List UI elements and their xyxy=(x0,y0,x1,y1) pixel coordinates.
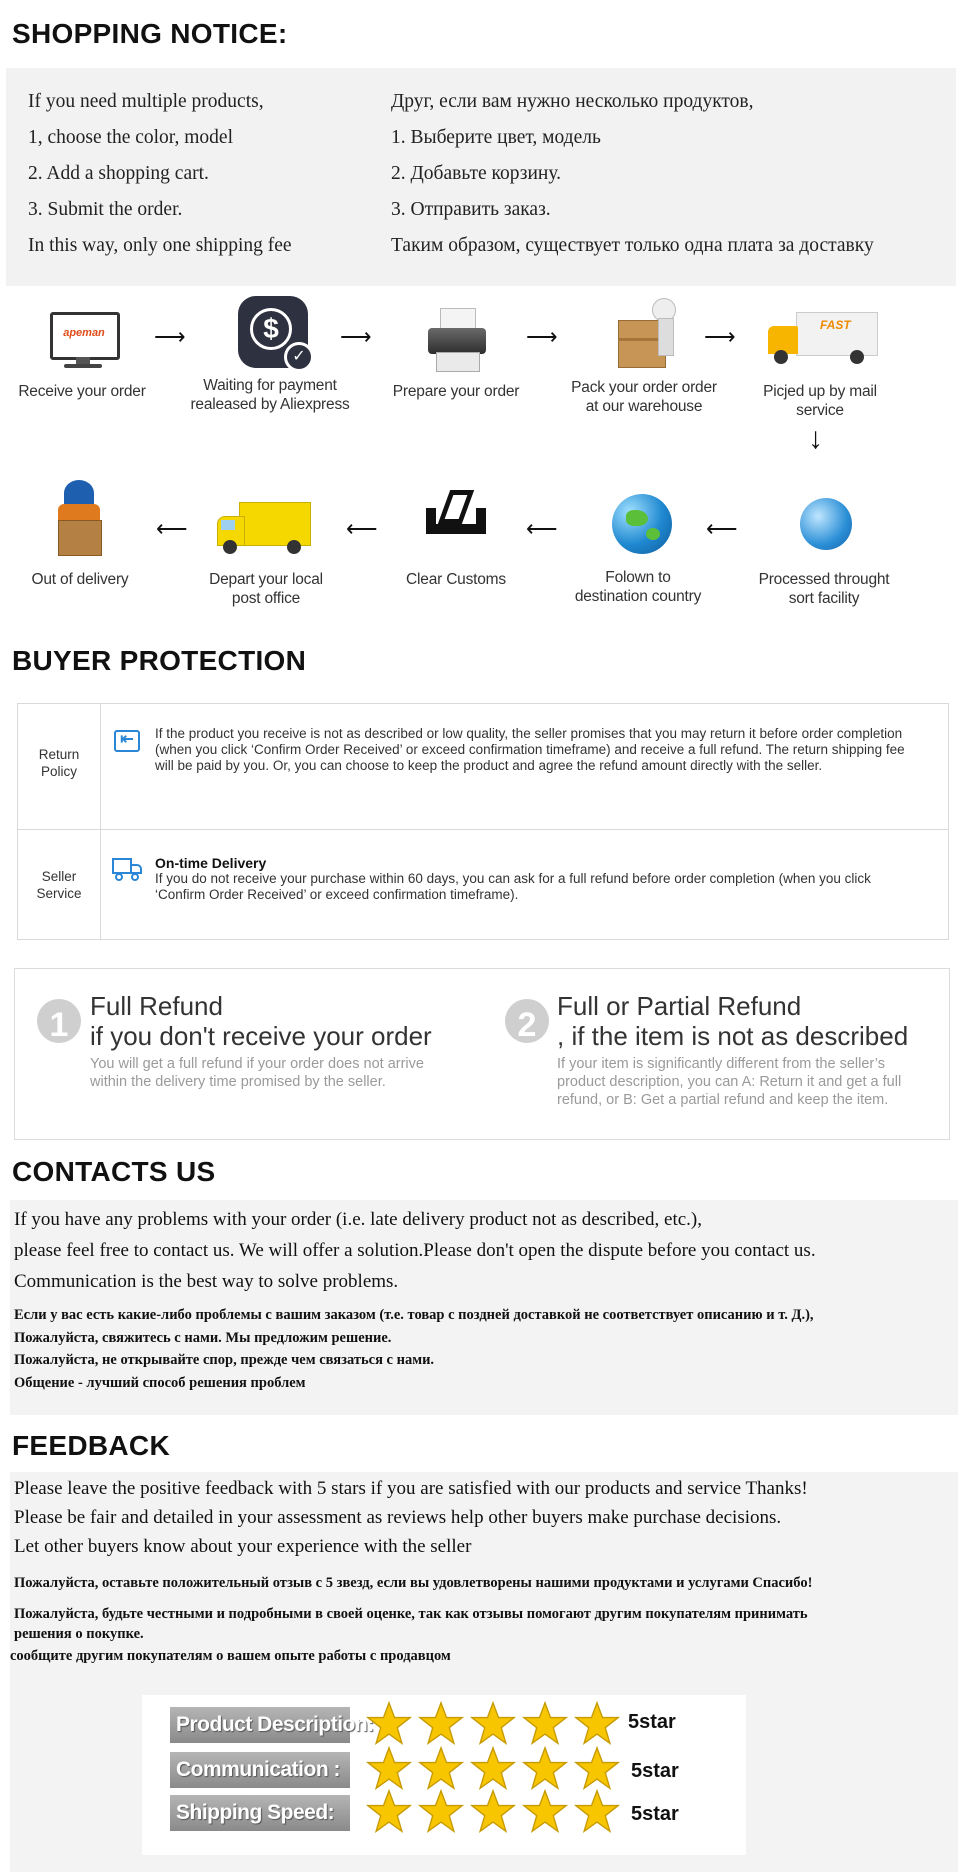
notice-en-line: In this way, only one shipping fee xyxy=(28,235,292,256)
star-icon xyxy=(418,1789,464,1835)
world-globe-icon xyxy=(596,488,680,562)
return-policy-label: Return Policy xyxy=(38,747,80,779)
truck-text: FAST xyxy=(820,318,851,332)
step-depart-post-office xyxy=(186,490,346,608)
yellow-van-icon xyxy=(211,490,321,564)
seller-service-row xyxy=(18,830,948,940)
delivery-truck-icon xyxy=(112,856,144,882)
number-two-icon: 2 xyxy=(505,999,549,1043)
step-label: Processed throught sort facility xyxy=(758,571,890,607)
full-refund-desc: You will get a full refund if your order does not arrive within the delivery time promised by the seller. xyxy=(90,1056,424,1090)
step-out-of-delivery xyxy=(0,480,160,589)
rating-value: 5star xyxy=(628,1711,676,1733)
printer-icon xyxy=(414,302,498,376)
star-icon xyxy=(574,1701,620,1747)
return-policy-text: If the product you receive is not as described or low quality, the seller promises that you may return it before order completion (when you click ‘Confirm Order Received’ or exceed confirmation timeframe) and receive a full refund. The return shipping fee will be paid by you. Or, you can choose to keep the product and agree the refund amount directly with the seller. xyxy=(155,726,905,773)
package-person-icon xyxy=(602,298,686,372)
arrow-right-icon: ⟶ xyxy=(704,324,736,349)
return-arrow-icon: ⇤ xyxy=(114,730,140,752)
step-label: Clear Customs xyxy=(406,571,506,588)
step-label: Pack your order order at our warehouse xyxy=(571,379,717,415)
rating-label: Product Description: xyxy=(170,1707,350,1743)
step-pack-order xyxy=(564,298,724,416)
full-refund-block xyxy=(90,991,432,1091)
seller-service-label: Seller Service xyxy=(36,869,82,901)
full-refund-title: Full Refund xyxy=(90,991,223,1021)
star-icon xyxy=(366,1789,412,1835)
seller-service-text: On-time Delivery If you do not receive your purchase within 60 days, you can ask for a full refund before order completion (when you click ‘Confirm Order Received’ or exceed confirmation timeframe). xyxy=(155,855,871,902)
star-icon xyxy=(522,1789,568,1835)
notice-en-list xyxy=(28,84,292,264)
star-icon xyxy=(522,1746,568,1792)
arrow-right-icon: ⟶ xyxy=(340,324,372,349)
customs-stamp-icon xyxy=(414,490,498,564)
feedback-en-text: Please leave the positive feedback with 5 stars if you are satisfied with our products and service Thanks! Please be fair and detailed in your assessment as reviews help other buyers make purchase decisions. Let other buyers know about your experience with the seller xyxy=(14,1478,808,1557)
monitor-brand: apeman xyxy=(63,327,105,339)
notice-en-line: 1, choose the color, model xyxy=(28,127,233,148)
rating-value: 5star xyxy=(631,1760,679,1782)
partial-refund-subtitle: , if the item is not as described xyxy=(557,1021,909,1051)
step-label: Receive your order xyxy=(18,383,146,400)
notice-ru-line: 3. Отправить заказ. xyxy=(391,199,551,220)
step-label: Picjed up by mail service xyxy=(763,383,877,419)
star-icon xyxy=(574,1746,620,1792)
step-label: Prepare your order xyxy=(392,383,520,400)
arrow-right-icon: ⟶ xyxy=(526,324,558,349)
contacts-box xyxy=(10,1200,958,1415)
step-label: Out of delivery xyxy=(31,571,129,588)
arrow-left-icon: ⟵ xyxy=(346,516,378,541)
courier-box-icon xyxy=(38,480,122,564)
notice-en-line: 2. Add a shopping cart. xyxy=(28,163,209,184)
rating-value: 5star xyxy=(631,1803,679,1825)
partial-refund-block xyxy=(557,991,908,1109)
monitor-icon xyxy=(40,302,124,376)
arrow-left-icon: ⟵ xyxy=(156,516,188,541)
star-icon xyxy=(574,1789,620,1835)
arrow-right-icon: ⟶ xyxy=(154,324,186,349)
step-label: Depart your local post office xyxy=(209,571,323,607)
star-icon xyxy=(470,1701,516,1747)
rating-panel xyxy=(142,1695,746,1855)
arrow-left-icon: ⟵ xyxy=(706,516,738,541)
partial-refund-desc: If your item is significantly different from the seller’s product description, you can A: Return it and get a full refund, or B: Get a partial refund and keep the item. xyxy=(557,1056,902,1108)
payment-dollar-icon: $ ✓ xyxy=(228,296,312,370)
notice-en-line: If you need multiple products, xyxy=(28,91,264,112)
shopping-notice-title: SHOPPING NOTICE: xyxy=(12,18,288,49)
step-clear-customs xyxy=(376,490,536,589)
step-picked-up xyxy=(740,302,900,420)
contacts-en-text: If you have any problems with your order (i.e. late delivery product not as described, etc.), please feel free to contact us. We will offer a solution.Please don't open the dispute before you contact us. Communication is the best way to solve problems. xyxy=(14,1209,816,1292)
sort-facility-globe-icon xyxy=(782,490,866,564)
notice-ru-line: 2. Добавьте корзину. xyxy=(391,163,562,184)
star-group xyxy=(366,1789,626,1840)
notice-en-line: 3. Submit the order. xyxy=(28,199,183,220)
contacts-title: CONTACTS US xyxy=(12,1156,216,1187)
delivery-truck-icon xyxy=(760,302,880,376)
full-refund-subtitle: if you don't receive your order xyxy=(90,1021,432,1051)
rating-label: Communication : xyxy=(170,1752,350,1788)
notice-ru-line: Таким образом, существует только одна плата за доставку xyxy=(391,235,874,256)
star-icon xyxy=(366,1701,412,1747)
star-icon xyxy=(418,1701,464,1747)
step-destination xyxy=(558,488,718,606)
star-icon xyxy=(366,1746,412,1792)
shopping-notice-box xyxy=(6,68,956,286)
star-group xyxy=(366,1701,626,1752)
star-icon xyxy=(470,1789,516,1835)
notice-ru-list xyxy=(391,84,874,264)
rating-row-shipping xyxy=(142,1795,746,1839)
number-one-icon: 1 xyxy=(37,999,81,1043)
on-time-delivery-heading: On-time Delivery xyxy=(155,855,267,871)
step-receive-order xyxy=(2,302,162,401)
step-label: Folown to destination country xyxy=(574,569,702,605)
star-icon xyxy=(418,1746,464,1792)
arrow-down-icon: ↓ xyxy=(808,422,823,455)
feedback-ru-text: Пожалуйста, оставьте положительный отзыв с 5 звезд, если вы удовлетворены нашими продуктами и услугами Спасибо! Пожалуйста, будьте честными и подробными в своей оценке, так как отзывы помогают другим покупателям принимать решения о покупке. сообщите другим покупателям о вашем опыте работы с продавцом xyxy=(10,1575,813,1664)
star-icon xyxy=(522,1701,568,1747)
notice-ru-line: Друг, если вам нужно несколько продуктов, xyxy=(391,91,754,112)
feedback-title: FEEDBACK xyxy=(12,1430,170,1461)
rating-label: Shipping Speed: xyxy=(170,1795,350,1831)
return-policy-row xyxy=(18,704,948,830)
notice-ru-line: 1. Выберите цвет, модель xyxy=(391,127,601,148)
contacts-ru-text: Если у вас есть какие-либо проблемы с вашим заказом (т.е. товар с поздней доставкой не соответствует описанию и т. Д.), Пожалуйста, свяжитесь с нами. Мы предложим решение. Пожалуйста, не открывайте спор, прежде чем связаться с нами. Общение - лучший способ решения проблем xyxy=(14,1307,814,1391)
rating-row-product xyxy=(142,1707,746,1751)
buyer-protection-title: BUYER PROTECTION xyxy=(12,645,307,676)
star-icon xyxy=(470,1746,516,1792)
step-waiting-payment xyxy=(190,296,350,414)
step-prepare-order xyxy=(376,302,536,401)
partial-refund-title: Full or Partial Refund xyxy=(557,991,802,1021)
arrow-left-icon: ⟵ xyxy=(526,516,558,541)
step-processed xyxy=(744,490,904,608)
buyer-protection-table xyxy=(17,703,949,940)
step-label: Waiting for payment realeased by Aliexpress xyxy=(190,377,350,413)
refund-box xyxy=(14,968,950,1140)
